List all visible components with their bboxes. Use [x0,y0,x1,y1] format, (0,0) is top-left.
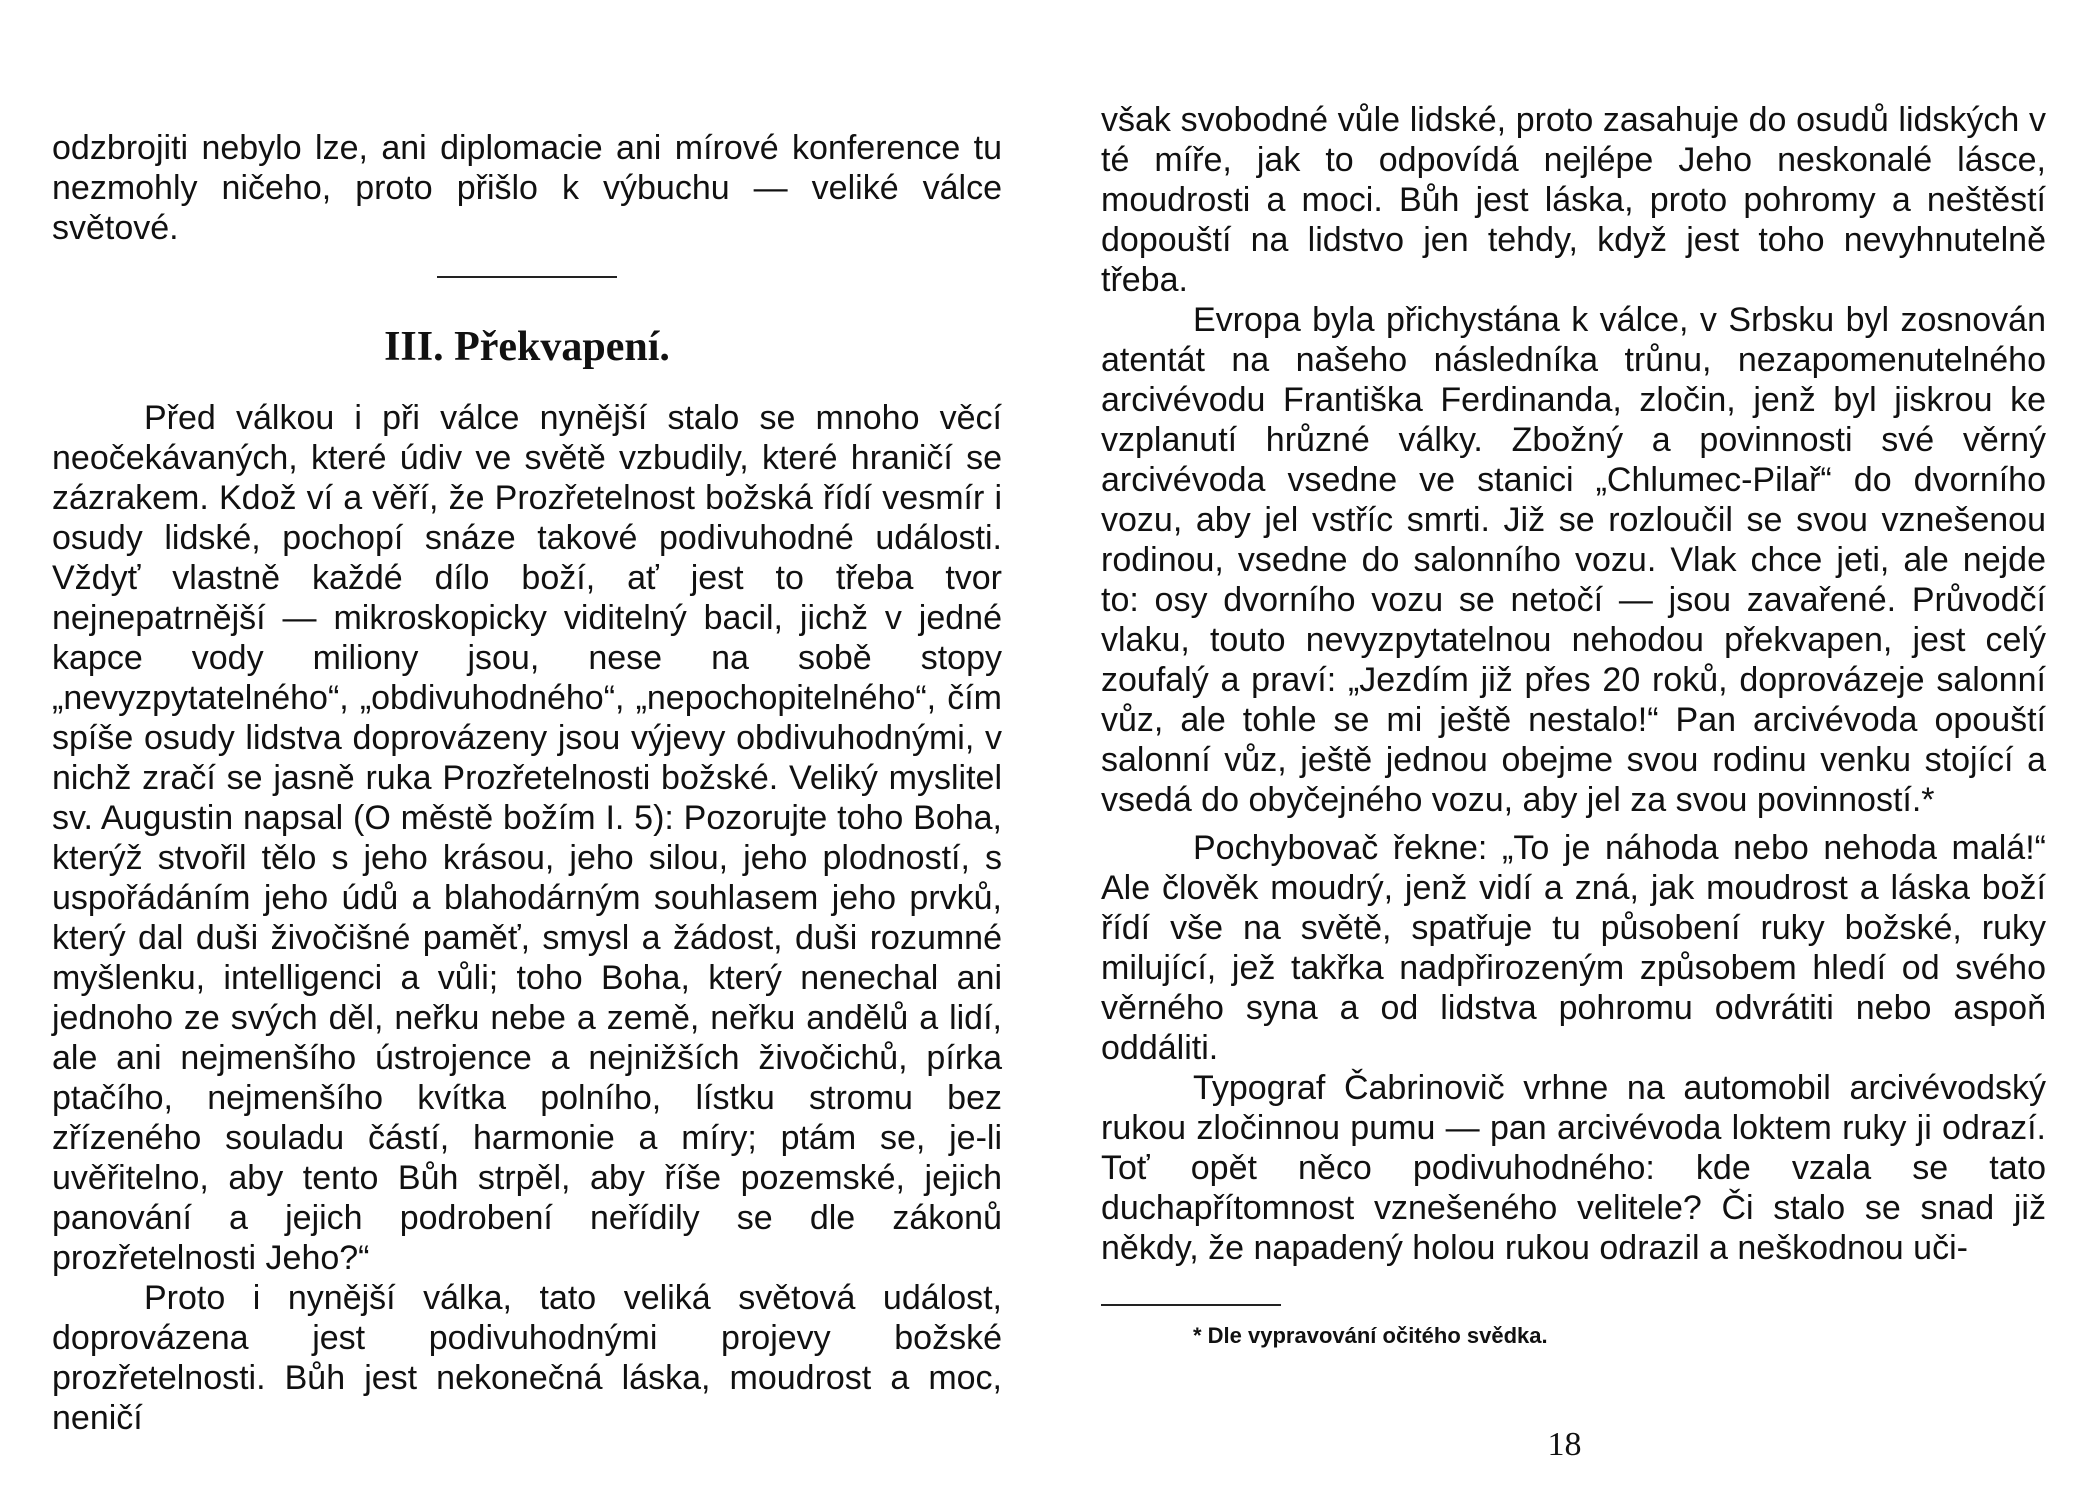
right-column [1101,100,2046,1350]
left-intro-paragraph: odzbrojiti nebylo lze, ani diplomacie ani mírové konference tu nezmohly ničeho, proto přišlo k výbuchu — veliké válce světové. [52,129,1002,247]
left-paragraph-1: Před válkou i při válce nynější stalo se mnoho věcí neočekávaných, které údiv ve světě vzbudily, které hraničí se zázrakem. Kdož ví a věří, že Prozřetelnost božská řídí vesmír i osudy lidské, pochopí snáze takové podivuhodné události. Vždyť vlastně každé dílo boží, ať jest to třeba tvor nejnepatrnější — mikroskopicky viditelný bacil, jichž v jedné kapce vody miliony jsou, nese na sobě stopy „nevyzpytatelného“, „obdivuhodného“, „nepochopitelného“, čím spíše osudy lidstva doprovázeny jsou výjevy obdivuhodnými, v nichž zračí se jasně ruka Prozřetelnosti božské. Veliký myslitel sv. Augustin napsal (O městě božím I. 5): Pozorujte toho Boha, kterýž stvořil tělo s jeho krásou, jeho silou, jeho plodností, s uspořádáním jeho údů a blahodárným souhlasem jeho prvků, který dal duši živočišné paměť, smysl a žádost, duši rozumné myšlenku, intelligenci a vůli; toho Boha, který nenechal ani jednoho ze svých děl, neřku nebe a země, neřku andělů a lidí, ale ani nejmenšího ústrojence a nejnižších živočichů, pírka ptačího, nejmenšího kvítka polního, lístku stromu bez zřízeného souladu částí, harmonie a míry; ptám se, je-li uvěřitelno, aby tento Bůh strpěl, aby říše pozemské, jejich panování a jejich podrobení neřídily se dle zákonů prozřetelnosti Jeho?“ [52,399,1002,1277]
right-paragraph-2: Pochybovač řekne: „To je náhoda nebo nehoda malá!“ Ale člověk moudrý, jenž vidí a zná, jak moudrost a láska boží řídí vše na světě, spatřuje tu působení ruky božské, ruky milující, jež takřka nadpřirozeným způsobem hledí od svého věrného syna a od lidstva pohromu odvrátiti nebo aspoň oddáliti. [1101,829,2046,1067]
page-number: 18 [1547,1426,1582,1463]
chapter-heading: III. Překvapení. [384,324,670,370]
right-continued-paragraph: však svobodné vůle lidské, proto zasahuje do osudů lidských v té míře, jak to odpovídá nejlépe Jeho neskonalé lásce, moudrosti a moci. Bůh jest láska, proto pohromy a neštěstí dopouští na lidstvo jen tehdy, když jest toho nevyhnutelně třeba. [1101,101,2046,299]
right-paragraph-1: Evropa byla přichystána k válce, v Srbsku byl zosnován atentát na našeho následníka trůnu, nezapomenutelného arcivévodu Františka Ferdinanda, zločin, jenž byl jiskrou ke vzplanutí hrůzné války. Zbožný a povinnosti své věrný arcivévoda vsedne ve stanici „Chlumec-Pilař“ do dvorního vozu, aby jel vstříc smrti. Již se rozloučil se svou vznešenou rodinou, vsedne do salonního vozu. Vlak chce jeti, ale nejde to: osy dvorního vozu se netočí — jsou zavařené. Průvodčí vlaku, touto nevyzpytatelnou nehodou překvapen, jest celý zoufalý a praví: „Jezdím již přes 20 roků, doprovázeje salonní vůz, ale tohle se mi ještě nestalo!“ Pan arcivévoda opouští salonní vůz, ještě jednou obejme svou rodinu venku stojící a vsedá do obyčejného vozu, aby jel za svou povinností.* [1101,301,2046,819]
footnote: * Dle vypravování očitého svědka. [1193,1323,1548,1348]
section-divider [437,276,617,278]
left-column [52,128,1002,1438]
footnote-divider [1101,1304,1281,1306]
left-paragraph-2: Proto i nynější válka, tato veliká světová událost, doprovázena jest podivuhodnými projevy božské prozřetelnosti. Bůh jest nekonečná láska, moudrost a moc, neničí [52,1279,1002,1437]
right-paragraph-3: Typograf Čabrinovič vrhne na automobil arcivévodský rukou zločinnou pumu — pan arcivévoda loktem ruky ji odrazí. Toť opět něco podivuhodného: kde vzala se tato duchapřítomnost vznešeného velitele? Či stalo se snad již někdy, že napadený holou rukou odrazil a neškodnou uči- [1101,1069,2046,1267]
right-page [1043,0,2086,1500]
